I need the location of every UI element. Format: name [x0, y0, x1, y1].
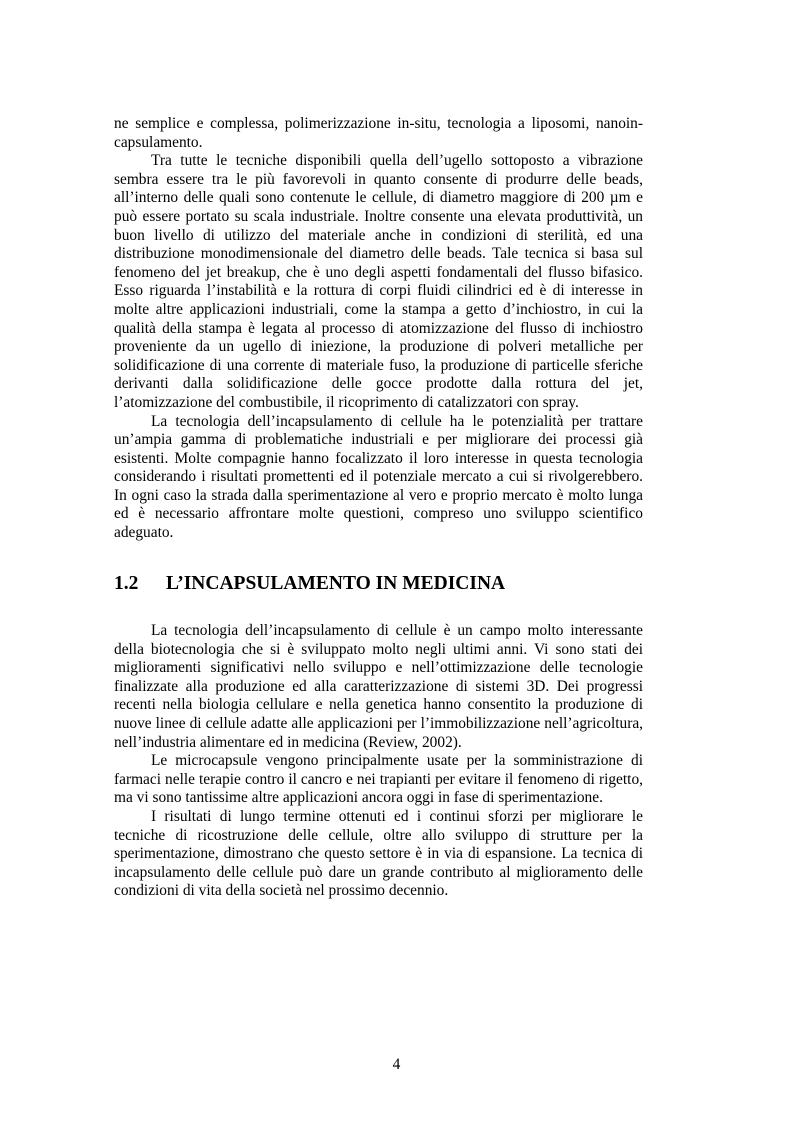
text-block-top	[114, 115, 643, 543]
paragraph: ne semplice e complessa, polimerizzazione in-situ, tecnologia a liposomi, nanoin-capsulamento.	[114, 115, 643, 151]
paragraph: La tecnologia dell’incapsulamento di cellule è un campo molto interessante della biotecnologia che si è sviluppato molto negli ultimi anni. Vi sono stati dei miglioramenti significativi nello sviluppo e nell’ottimizzazione delle tecnologie finalizzate alla produzione ed alla caratterizzazione di sistemi 3D. Dei progressi recenti nella biologia cellulare e nella genetica hanno consentito la produzione di nuove linee di cellule adatte alle applicazioni per l’immobilizzazione nell’agricoltura, nell’industria alimentare ed in medicina (Review, 2002).	[114, 622, 643, 751]
paragraph: I risultati di lungo termine ottenuti ed i continui sforzi per migliorare le tecniche di ricostruzione delle cellule, oltre allo sviluppo di strutture per la sperimentazione, dimostrano che questo settore è in via di espansione. La tecnica di incapsulamento delle cellule può dare un grande contributo al miglioramento delle condizioni di vita della società nel prossimo decennio.	[114, 807, 643, 900]
text-block-bottom	[114, 622, 643, 901]
page-number: 4	[392, 1056, 401, 1073]
paragraph: Tra tutte le tecniche disponibili quella dell’ugello sottoposto a vibrazione sembra essere tra le più favorevoli in quanto consente di produrre delle beads, all’interno delle quali sono contenute le cellule, di diametro maggiore di 200 µm e può essere portato su scala industriale. Inoltre consente una elevata produttività, un buon livello di utilizzo del materiale anche in condizioni di sterilità, ed una distribuzione monodimensionale del diametro delle beads. Tale tecnica si basa sul fenomeno del jet breakup, che è uno degli aspetti fondamentali del flusso bifasico. Esso riguarda l’instabilità e la rottura di corpi fluidi cilindrici ed è di interesse in molte altre applicazioni industriali, come la stampa a getto d’inchiostro, in cui la qualità della stampa è legata al processo di atomizzazione del flusso di inchiostro proveniente da un ugello di iniezione, la produzione di polveri metalliche per solidificazione di una corrente di materiale fuso, la produzione di particelle sferiche derivanti dalla solidificazione delle gocce prodotte dalla rottura del jet, l’atomizzazione del combustibile, il ricoprimento di catalizzatori con spray.	[114, 152, 643, 411]
section-number: 1.2	[114, 573, 139, 594]
paragraph: Le microcapsule vengono principalmente usate per la somministrazione di farmaci nelle terapie contro il cancro e nei trapianti per evitare il fenomeno di rigetto, ma vi sono tantissime altre applicazioni ancora oggi in fase di sperimentazione.	[114, 752, 643, 807]
paragraph: La tecnologia dell’incapsulamento di cellule ha le potenzialità per trattare un’ampia gamma di problematiche industriali e per migliorare dei processi già esistenti. Molte compagnie hanno focalizzato il loro interesse in questa tecnologia considerando i risultati promettenti ed il potenziale mercato a cui si rivolgerebbero. In ogni caso la strada dalla sperimentazione al vero e proprio mercato è molto lunga ed è necessario affrontare molte questioni, compreso uno sviluppo scientifico adeguato.	[114, 412, 643, 542]
section-heading	[114, 571, 505, 597]
section-title: L’INCAPSULAMENTO IN MEDICINA	[166, 573, 506, 594]
